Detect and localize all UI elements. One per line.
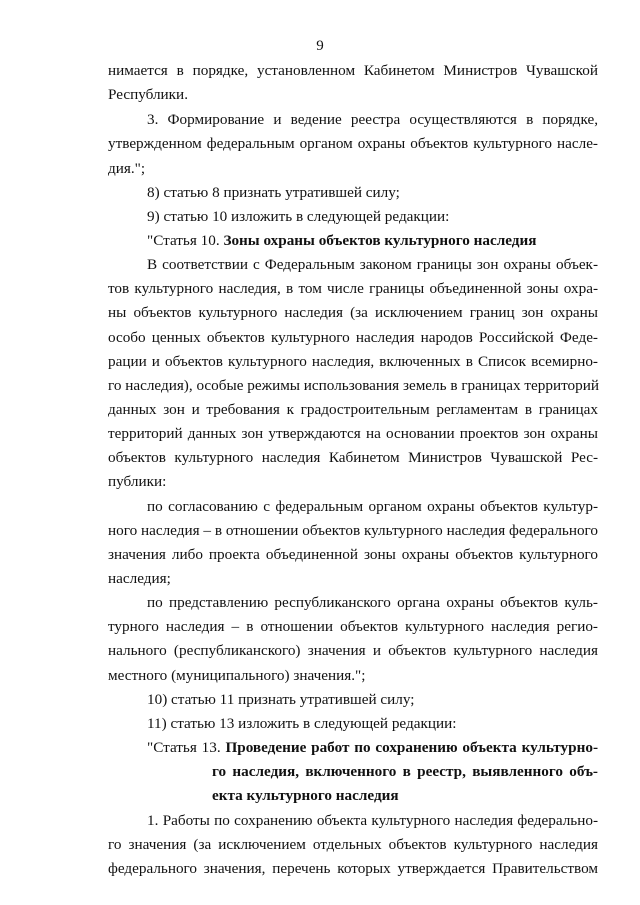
text-line: объектов культурного наследия Кабинетом Министров Чувашской Рес- — [108, 449, 598, 466]
article-13-heading — [147, 739, 598, 757]
text-line: Республики. — [108, 86, 188, 103]
text-line: 1. Работы по сохранению объекта культурного наследия федерально- — [147, 812, 598, 829]
text-line: 10) статью 11 признать утратившей силу; — [147, 691, 415, 708]
text-line: го значения (за исключением отдельных объектов культурного наследия — [108, 836, 598, 853]
text-line: особо ценных объектов культурного наследия народов Российской Феде- — [108, 329, 598, 346]
article-10-title: Зоны охраны объектов культурного наследия — [223, 232, 537, 249]
text-line: утвержденном федеральным органом охраны объектов культурного насле- — [108, 135, 598, 152]
text-line: 8) статью 8 признать утратившей силу; — [147, 184, 400, 201]
text-line: нимается в порядке, установленном Кабинетом Министров Чувашской — [108, 62, 598, 79]
article-13-title-cont — [212, 787, 598, 805]
text-line: местного (муниципального) значения."; — [108, 667, 366, 684]
text-line: В соответствии с Федеральным законом границы зон охраны объек- — [147, 256, 598, 273]
text-line: 3. Формирование и ведение реестра осуществляются в порядке, — [147, 111, 598, 128]
text-line: тов культурного наследия, в том числе границы объединенной зоны охра- — [108, 280, 598, 297]
article-10-heading — [147, 232, 598, 250]
text-line: го наследия), особые режимы использования земель в границах территорий — [108, 377, 599, 394]
text-line: значения либо проекта объединенной зоны охраны объектов культурного — [108, 546, 598, 563]
text-line: дия."; — [108, 160, 146, 177]
text-line: ного наследия – в отношении объектов культурного наследия федерального — [108, 522, 598, 539]
text-line: рации и объектов культурного наследия, включенных в Список всемирно- — [108, 353, 598, 370]
text-line: 9) статью 10 изложить в следующей редакции: — [147, 208, 450, 225]
text-line: 11) статью 13 изложить в следующей редакции: — [147, 715, 457, 732]
article-13-number: "Статья 13. — [147, 739, 226, 756]
text-line: данных зон и требования к градостроительным регламентам в границах — [108, 401, 598, 418]
text-line: по согласованию с федеральным органом охраны объектов культур- — [147, 498, 598, 515]
text-line: публики: — [108, 473, 167, 490]
article-10-number: "Статья 10. — [147, 232, 224, 249]
text-line: ны объектов культурного наследия (за исключением границ зон охраны — [108, 304, 598, 321]
page-number: 9 — [316, 38, 324, 54]
text-line: по представлению республиканского органа охраны объектов куль- — [147, 594, 598, 611]
text-line: турного наследия – в отношении объектов культурного наследия регио- — [108, 618, 598, 635]
text-line: наследия; — [108, 570, 171, 587]
text-line: федерального значения, перечень которых утверждается Правительством — [108, 860, 598, 877]
text-line: территорий данных зон утверждаются на основании проектов зон охраны — [108, 425, 598, 442]
article-13-title: екта культурного наследия — [212, 787, 399, 804]
article-13-title-cont — [212, 763, 598, 781]
article-13-title: го наследия, включенного в реестр, выявленного объ- — [212, 763, 598, 780]
article-13-title: Проведение работ по сохранению объекта культурно- — [225, 739, 598, 756]
text-line: нального (республиканского) значения и объектов культурного наследия — [108, 642, 598, 659]
